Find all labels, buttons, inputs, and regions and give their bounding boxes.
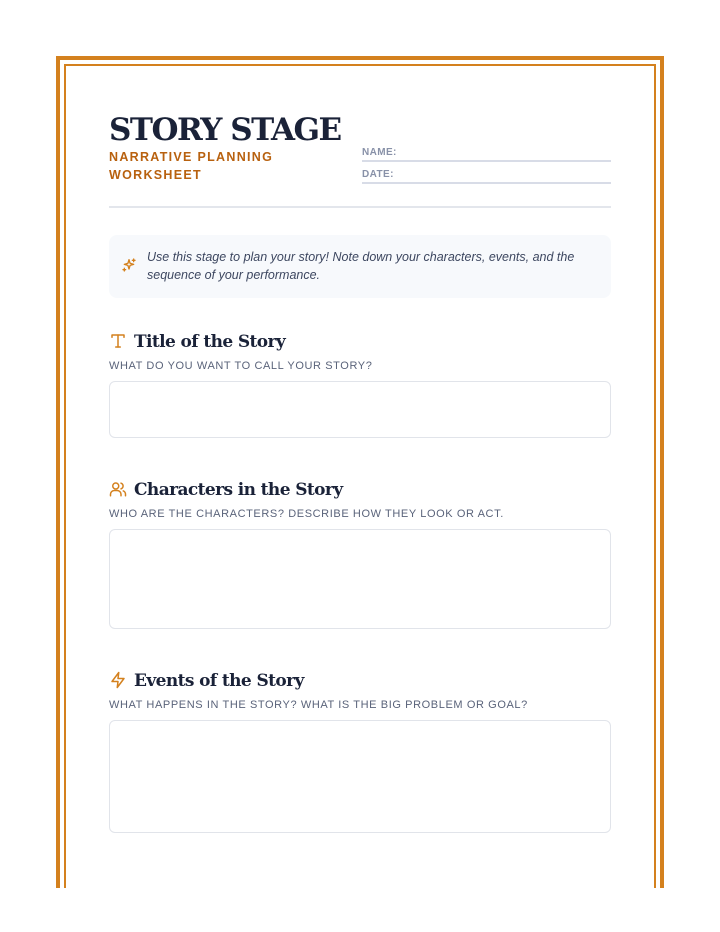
section-events bbox=[109, 669, 611, 833]
story-title-answer-box[interactable] bbox=[109, 381, 611, 438]
section-prompt: WHAT DO YOU WANT TO CALL YOUR STORY? bbox=[109, 360, 373, 372]
intro-text: Use this stage to plan your story! Note down your characters, events, and the sequence of your performance. bbox=[147, 250, 575, 282]
section-characters bbox=[109, 478, 611, 629]
page-bottom bbox=[0, 888, 720, 932]
worksheet bbox=[109, 108, 611, 711]
intro-callout bbox=[109, 235, 611, 298]
page-subtitle: NARRATIVE PLANNING WORKSHEET bbox=[109, 150, 274, 182]
student-fields bbox=[362, 146, 611, 190]
sparkle-icon bbox=[121, 257, 137, 273]
users-icon bbox=[109, 480, 127, 498]
events-answer-box[interactable] bbox=[109, 720, 611, 833]
section-prompt: WHO ARE THE CHARACTERS? DESCRIBE HOW THEY LOOK OR ACT. bbox=[109, 508, 504, 520]
text-type-icon bbox=[109, 332, 127, 350]
page-title: STORY STAGE bbox=[109, 112, 341, 148]
name-field[interactable]: NAME: bbox=[362, 146, 611, 162]
section-header bbox=[109, 330, 611, 354]
section-title-of-story bbox=[109, 330, 611, 438]
section-prompt: WHAT HAPPENS IN THE STORY? WHAT IS THE BIG PROBLEM OR GOAL? bbox=[109, 699, 528, 711]
section-header bbox=[109, 669, 611, 693]
characters-answer-box[interactable] bbox=[109, 529, 611, 629]
lightning-icon bbox=[109, 671, 127, 689]
worksheet-header bbox=[109, 108, 611, 208]
section-title: Events of the Story bbox=[134, 671, 304, 691]
section-title: Title of the Story bbox=[134, 332, 286, 352]
date-field[interactable]: DATE: bbox=[362, 168, 611, 184]
section-header bbox=[109, 478, 611, 502]
section-title: Characters in the Story bbox=[134, 480, 343, 500]
